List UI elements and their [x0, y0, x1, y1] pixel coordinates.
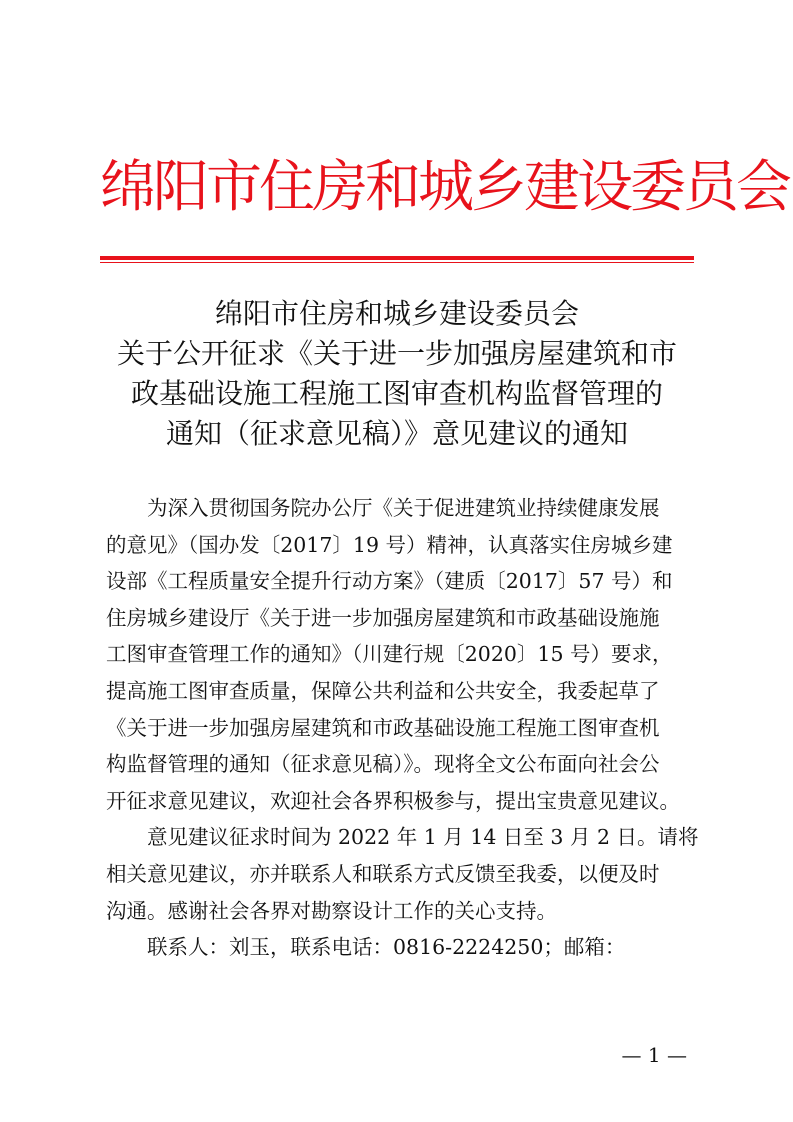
title-line: 绵阳市住房和城乡建设委员会	[214, 297, 579, 330]
body-line: 为深入贯彻国务院办公厅《关于促进建筑业持续健康发展	[147, 496, 660, 520]
body-line: 提高施工图审查质量，保障公共利益和公共安全，我委起草了	[106, 678, 660, 703]
body-line: 住房城乡建设厅《关于进一步加强房屋建筑和市政基础设施施	[106, 605, 660, 630]
body-line: 工图审查管理工作的通知》（川建行规〔2020〕15 号）要求，	[106, 642, 673, 667]
title-line: 政基础设施工程施工图审查机构监督管理的	[130, 377, 663, 410]
body-line: 沟通。感谢社会各界对勘察设计工作的关心支持。	[106, 898, 557, 923]
body-line: 《关于进一步加强房屋建筑和市政基础设施工程施工图审查机	[106, 715, 660, 740]
title-line: 关于公开征求《关于进一步加强房屋建筑和市	[116, 337, 677, 370]
contact-line: 联系人：刘玉，联系电话：0816-2224250；邮箱：	[147, 935, 626, 960]
body-line: 设部《工程质量安全提升行动方案》（建质〔2017〕57 号）和	[106, 569, 673, 594]
body-line: 相关意见建议，亦并联系人和联系方式反馈至我委，以便及时	[106, 861, 660, 886]
body-line: 意见建议征求时间为 2022 年 1 月 14 日至 3 月 2 日。请将	[147, 825, 699, 850]
masthead-red-rule	[100, 256, 694, 260]
masthead-red-rule-thin	[100, 262, 694, 263]
agency-masthead: 绵阳市住房和城乡建设委员会	[100, 155, 789, 220]
document-title	[100, 294, 694, 454]
page-number: — 1 —	[621, 1043, 687, 1067]
document-body	[106, 490, 699, 966]
body-line: 构监督管理的通知（征求意见稿）》。现将全文公布面向社会公	[106, 752, 660, 777]
title-line: 通知（征求意见稿）》意见建议的通知	[165, 417, 628, 450]
body-line: 的意见》（国办发〔2017〕19 号）精神，认真落实住房城乡建	[106, 532, 673, 557]
body-line: 开征求意见建议，欢迎社会各界积极参与，提出宝贵意见建议。	[106, 788, 680, 813]
